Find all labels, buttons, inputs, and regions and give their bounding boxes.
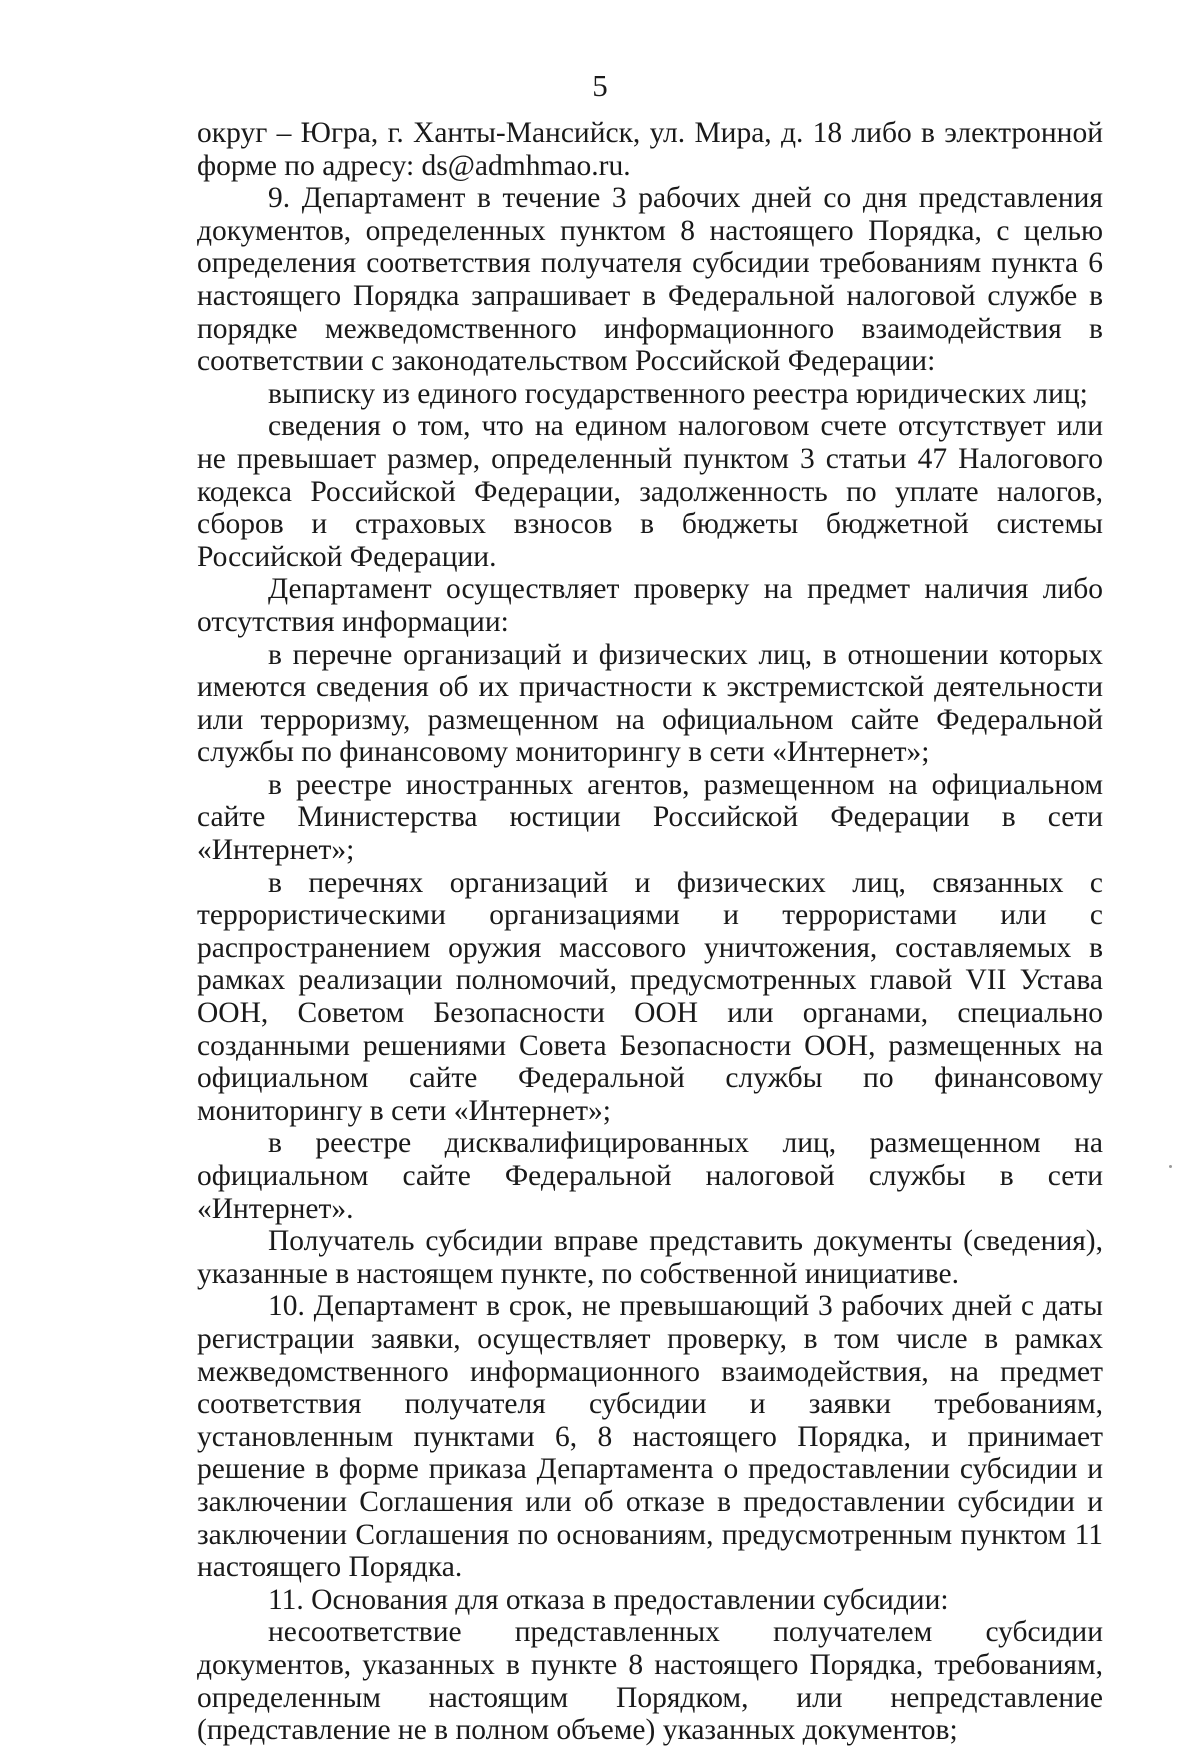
paragraph-tax-debt-info: сведения о том, что на едином налоговом счете отсутствует или не превышает размер, определенный пунктом 3 статьи 47 Налогового кодекса Российской Федерации, задолженность по уплате налогов, сборов и страховых взносов в бюджеты бюджетной системы Российской Федерации. <box>197 410 1103 573</box>
paragraph-disqualified-persons-registry: в реестре дисквалифицированных лиц, размещенном на официальном сайте Федеральной налоговой службы в сети «Интернет». <box>197 1127 1103 1225</box>
paragraph-own-initiative: Получатель субсидии вправе представить документы (сведения), указанные в настоящем пункте, по собственной инициативе. <box>197 1225 1103 1290</box>
scan-speck <box>1169 1165 1172 1168</box>
paragraph-extremism-list: в перечне организаций и физических лиц, в отношении которых имеются сведения об их причастности к экстремистской деятельности или терроризму, размещенном на официальном сайте Федеральной службы по финансовому мониторингу в сети «Интернет»; <box>197 638 1103 769</box>
document-body <box>197 117 1103 1747</box>
paragraph-clause-10: 10. Департамент в срок, не превышающий 3 рабочих дней с даты регистрации заявки, осуществляет проверку, в том числе в рамках межведомственного информационного взаимодействия, на предмет соответствия получателя субсидии и заявки требованиям, установленным пунктами 6, 8 настоящего Порядка, и принимает решение в форме приказа Департамента о предоставлении субсидии и заключении Соглашения или об отказе в предоставлении субсидии и заключении Соглашения по основаниям, предусмотренным пунктом 11 настоящего Порядка. <box>197 1290 1103 1584</box>
paragraph-legal-entities-extract: выписку из единого государственного реестра юридических лиц; <box>268 377 1088 410</box>
paragraph-address-continuation: округ – Югра, г. Ханты-Мансийск, ул. Мира, д. 18 либо в электронной форме по адресу: ds@admhmao.ru. <box>197 117 1103 182</box>
page-number: 5 <box>592 68 608 103</box>
paragraph-clause-9: 9. Департамент в течение 3 рабочих дней со дня представления документов, определенных пунктом 8 настоящего Порядка, с целью определения соответствия получателя субсидии требованиям пункта 6 настоящего Порядка запрашивает в Федеральной налоговой службе в порядке межведомственного информационного взаимодействия в соответствии с законодательством Российской Федерации: <box>197 182 1103 378</box>
paragraph-non-compliance: несоответствие представленных получателем субсидии документов, указанных в пункте 8 настоящего Порядка, требованиям, определенным настоящим Порядком, или непредставление (представление не в полном объеме) указанных документов; <box>197 1616 1103 1747</box>
paragraph-department-check: Департамент осуществляет проверку на предмет наличия либо отсутствия информации: <box>197 573 1103 638</box>
paragraph-terrorism-lists: в перечнях организаций и физических лиц, связанных с террористическими организациями и террористами или с распространением оружия массового уничтожения, составляемых в рамках реализации полномочий, предусмотренных главой VII Устава ООН, Советом Безопасности ООН или органами, специально созданными решениями Совета Безопасности ООН, размещенных на официальном сайте Федеральной службы по финансовому мониторингу в сети «Интернет»; <box>197 866 1103 1127</box>
paragraph-clause-11: 11. Основания для отказа в предоставлении субсидии: <box>268 1583 949 1616</box>
paragraph-foreign-agents-registry: в реестре иностранных агентов, размещенном на официальном сайте Министерства юстиции Российской Федерации в сети «Интернет»; <box>197 768 1103 867</box>
